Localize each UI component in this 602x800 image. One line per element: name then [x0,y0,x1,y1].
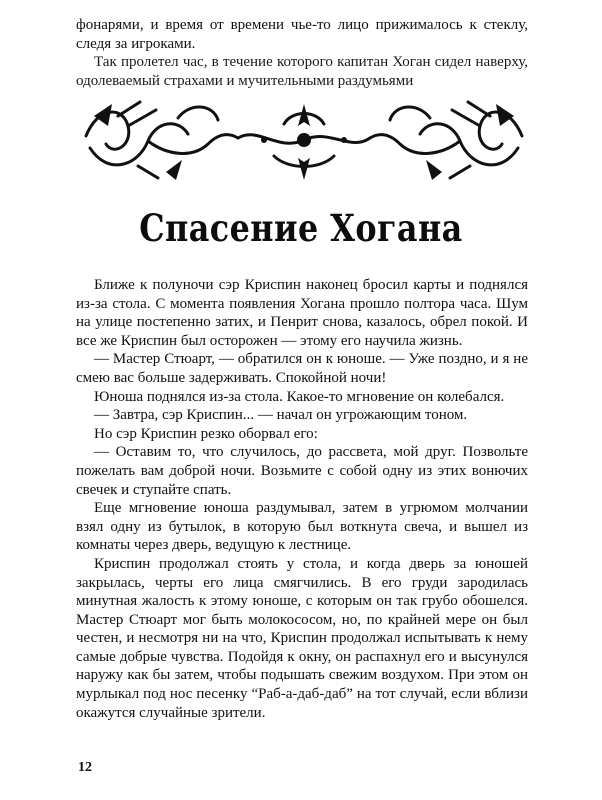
chapter-title: Спасение Хогана [139,206,463,250]
paragraph: — Оставим то, что случилось, до рассвета, мой друг. Позвольте пожелать вам доброй ночи. Возьмите с собой одну из этих вонючих свечек и ступайте спать. [76,444,528,498]
paragraph: Ближе к полуночи сэр Криспин наконец бросил карты и поднялся из-за стола. С момента появления Хогана прошло полтора часа. Шум на улице постепенно затих, и Пенрит снова, казалось, обрел покой. И все же Криспин был осторожен — этому его научила жизнь. [76,277,528,349]
paragraph: — Мастер Стюарт, — обратился он к юноше. — Уже поздно, и я не смею вас больше задерживать. Спокойной ночи! [76,351,528,386]
paragraph: Но сэр Криспин резко оборвал его: [94,425,318,442]
paragraph: Криспин продолжал стоять у стола, и когда дверь за юношей закрылась, черты его лица смягчились. В его груди зародилась минутная жалость к этому юноше, с которым он так грубо обошелся. Мастер Стюарт мог быть молокососом, но, по крайней мере он был честен, и несмотря ни на что, Криспин продолжал испытывать к нему самые добрые чувства. Подойдя к окну, он распахнул его и высунулся наружу как бы затем, чтобы подышать свежим воздухом. При этом он мурлыкал под нос песенку “Раб-а-даб-даб” на тот случай, если вблизи окажутся случайные зрители. [76,555,528,721]
floral-vignette-icon [78,96,530,182]
page-number: 12 [78,760,92,775]
paragraph: Еще мгновение юноша раздумывал, затем в угрюмом молчании взял одну из бутылок, в которую был воткнута свеча, и вышел из комнаты через дверь, ведущую к лестнице. [76,500,528,554]
paragraph: Юноша поднялся из-за стола. Какое-то мгновение он колебался. [94,388,505,405]
previous-chapter-text [76,16,528,90]
paragraph: — Завтра, сэр Криспин... — начал он угрожающим тоном. [94,407,468,424]
chapter-body [76,276,528,722]
paragraph: Так пролетел час, в течение которого капитан Хоган сидел наверху, одолеваемый страхами и мучительными раздумьями [76,54,528,89]
paragraph: фонарями, и время от времени чье-то лицо прижималось к стеклу, следя за игроками. [76,17,528,52]
